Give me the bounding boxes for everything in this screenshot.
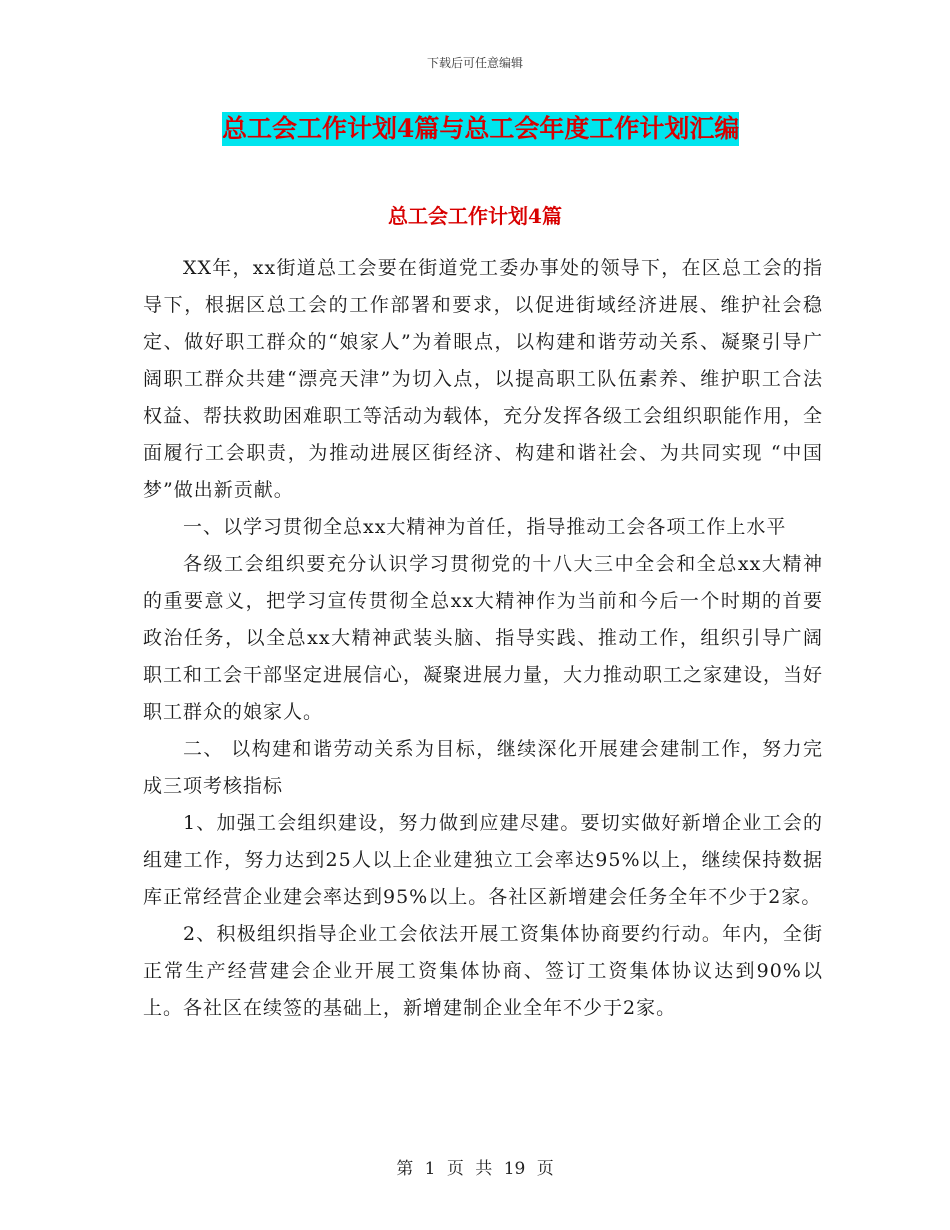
section-heading: 二、 以构建和谐劳动关系为目标，继续深化开展建会建制工作，努力完成三项考核指标 — [143, 738, 823, 797]
header-note: 下载后可任意编辑 — [426, 56, 523, 70]
paragraph: XX年，xx街道总工会要在街道党工委办事处的领导下，在区总工会的指导下，根据区总工会的工作部署和要求，以促进街域经济进展、维护社会稳定、做好职工群众的“娘家人”为着眼点，以构建和谐劳动关系、凝聚引导广阔职工群众共建“漂亮天津”为切入点，以提高职工队伍素养、维护职工合法权益、帮扶救助困难职工等活动为载体，充分发挥各级工会组织职能作用，全面履行工会职责，为推动进展区街经济、构建和谐社会、为共同实现 “中国梦”做出新贡献。 — [143, 257, 824, 501]
page-number: 第 1 页 共 19 页 — [396, 1159, 554, 1179]
section-heading: 一、以学习贯彻全总xx大精神为首任，指导推动工会各项工作上水平 — [183, 516, 787, 538]
paragraph: 2、积极组织指导企业工会依法开展工资集体协商要约行动。年内，全街正常生产经营建会企业开展工资集体协商、签订工资集体协议达到90%以上。各社区在续签的基础上，新增建制企业全年不少于2家。 — [143, 923, 823, 1019]
paragraph: 1、加强工会组织建设，努力做到应建尽建。要切实做好新增企业工会的组建工作，努力达到25人以上企业建独立工会率达95%以上，继续保持数据库正常经营企业建会率达到95%以上。各社区新增建会任务全年不少于2家。 — [143, 812, 823, 908]
document-title: 总工会工作计划4篇与总工会年度工作计划汇编 — [222, 112, 739, 146]
paragraph: 各级工会组织要充分认识学习贯彻党的十八大三中全会和全总xx大精神的重要意义，把学习宣传贯彻全总xx大精神作为当前和今后一个时期的首要政治任务，以全总xx大精神武装头脑、指导实践、推动工作，组织引导广阔职工和工会干部坚定进展信心，凝聚进展力量，大力推动职工之家建设，当好职工群众的娘家人。 — [143, 553, 824, 723]
body-text — [143, 250, 823, 1027]
section-title: 总工会工作计划4篇 — [388, 204, 562, 228]
